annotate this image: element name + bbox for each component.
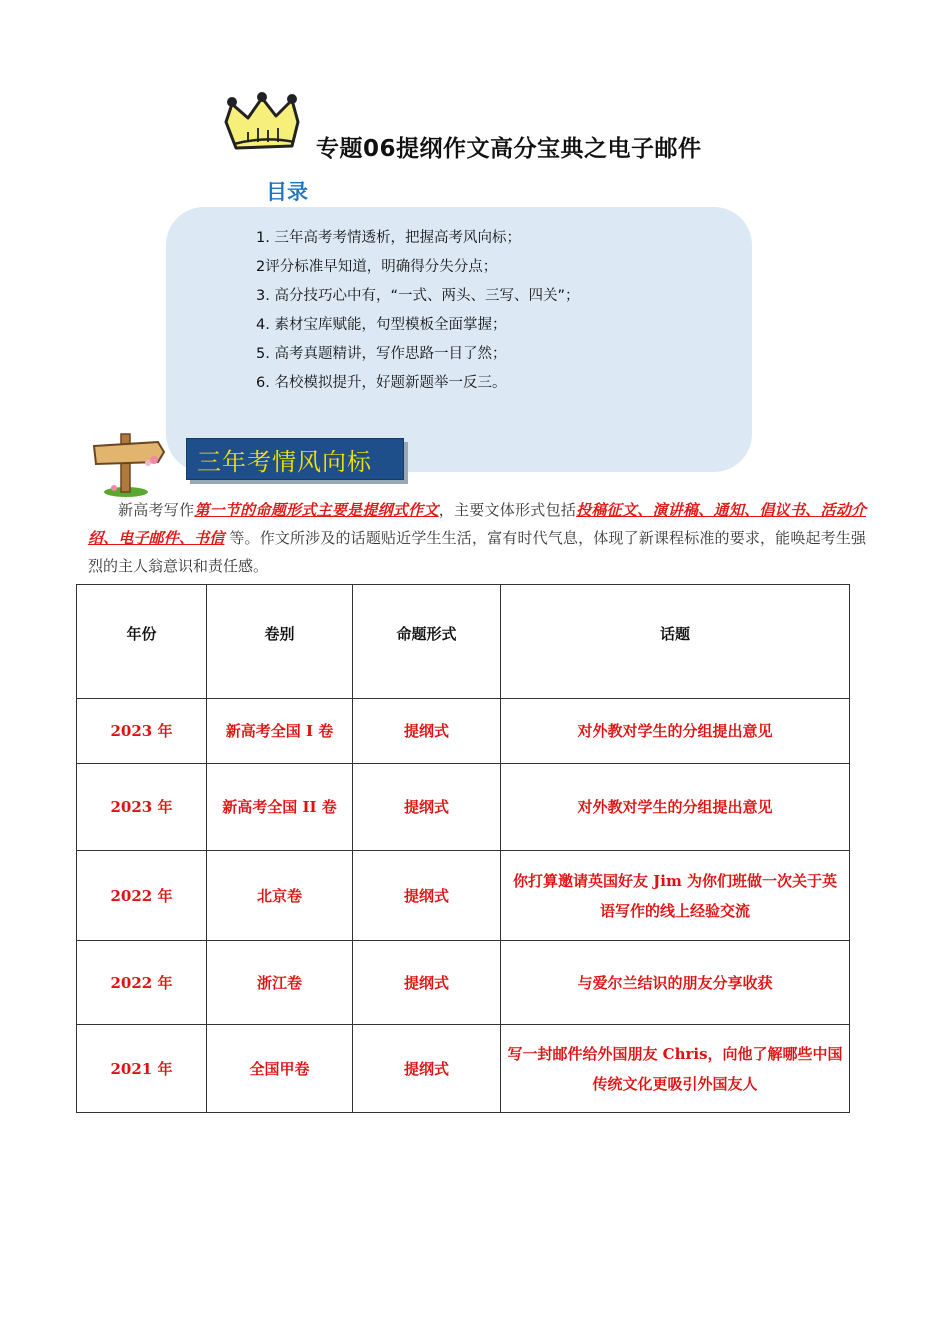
document-title: 专题06提纲作文高分宝典之电子邮件 [316, 136, 702, 162]
cell-format: 提纲式 [353, 1025, 501, 1113]
signpost-icon [88, 430, 170, 498]
table-row [77, 1025, 850, 1113]
cell-year: 2022 年 [77, 941, 207, 1025]
intro-paragraph [88, 496, 866, 580]
cell-format: 提纲式 [353, 851, 501, 941]
header-topic: 话题 [501, 585, 850, 699]
cell-paper: 新高考全国 II 卷 [207, 764, 353, 851]
intro-text: 等。作文所涉及的话题贴近学生生活，富有时代气息，体现了新课程标准的要求，能唤起考生强烈的主人翁意识和责任感。 [88, 529, 866, 575]
table-row [77, 764, 850, 851]
cell-topic: 对外教对学生的分组提出意见 [501, 764, 850, 851]
cell-format: 提纲式 [353, 699, 501, 764]
cell-paper: 新高考全国 I 卷 [207, 699, 353, 764]
cell-year: 2021 年 [77, 1025, 207, 1113]
table-row [77, 941, 850, 1025]
table-row [77, 699, 850, 764]
toc-item: 2评分标准早知道，明确得分失分点； [256, 259, 498, 275]
cell-topic: 对外教对学生的分组提出意见 [501, 699, 850, 764]
cell-topic: 写一封邮件给外国朋友 Chris，向他了解哪些中国传统文化更吸引外国友人 [501, 1025, 850, 1113]
intro-highlight: 投稿征文、演讲稿、通知、倡议书、活动介绍、电子邮件、书信 [88, 501, 866, 547]
toc-item: 4. 素材宝库赋能，句型模板全面掌握； [256, 317, 507, 333]
toc-heading: 目录 [266, 180, 308, 204]
header-paper: 卷别 [207, 585, 353, 699]
toc-item: 6. 名校模拟提升，好题新题举一反三。 [256, 375, 507, 391]
header-year: 年份 [77, 585, 207, 699]
intro-text: 新高考写作 [118, 501, 195, 519]
cell-year: 2023 年 [77, 699, 207, 764]
cell-year: 2022 年 [77, 851, 207, 941]
cell-paper: 全国甲卷 [207, 1025, 353, 1113]
cell-paper: 浙江卷 [207, 941, 353, 1025]
cell-format: 提纲式 [353, 941, 501, 1025]
toc-item: 3. 高分技巧心中有，“一式、两头、三写、四关”； [256, 288, 580, 304]
cell-paper: 北京卷 [207, 851, 353, 941]
intro-highlight: 第一节的命题形式主要是提纲式作文 [194, 501, 439, 519]
cell-topic: 与爱尔兰结识的朋友分享收获 [501, 941, 850, 1025]
section-banner-label: 三年考情风向标 [197, 448, 372, 476]
table-row [77, 851, 850, 941]
cell-topic: 你打算邀请英国好友 Jim 为你们班做一次关于英语写作的线上经验交流 [501, 851, 850, 941]
exam-table [76, 584, 850, 1113]
toc-list [256, 224, 579, 398]
table-header-row [77, 585, 850, 699]
intro-text: ，主要文体形式包括 [438, 501, 577, 519]
toc-item: 5. 高考真题精讲，写作思路一目了然； [256, 346, 507, 362]
header-format: 命题形式 [353, 585, 501, 699]
cell-year: 2023 年 [77, 764, 207, 851]
section-banner [186, 438, 404, 480]
toc-item: 1. 三年高考考情透析，把握高考风向标； [256, 230, 521, 246]
crown-icon [218, 92, 310, 154]
cell-format: 提纲式 [353, 764, 501, 851]
